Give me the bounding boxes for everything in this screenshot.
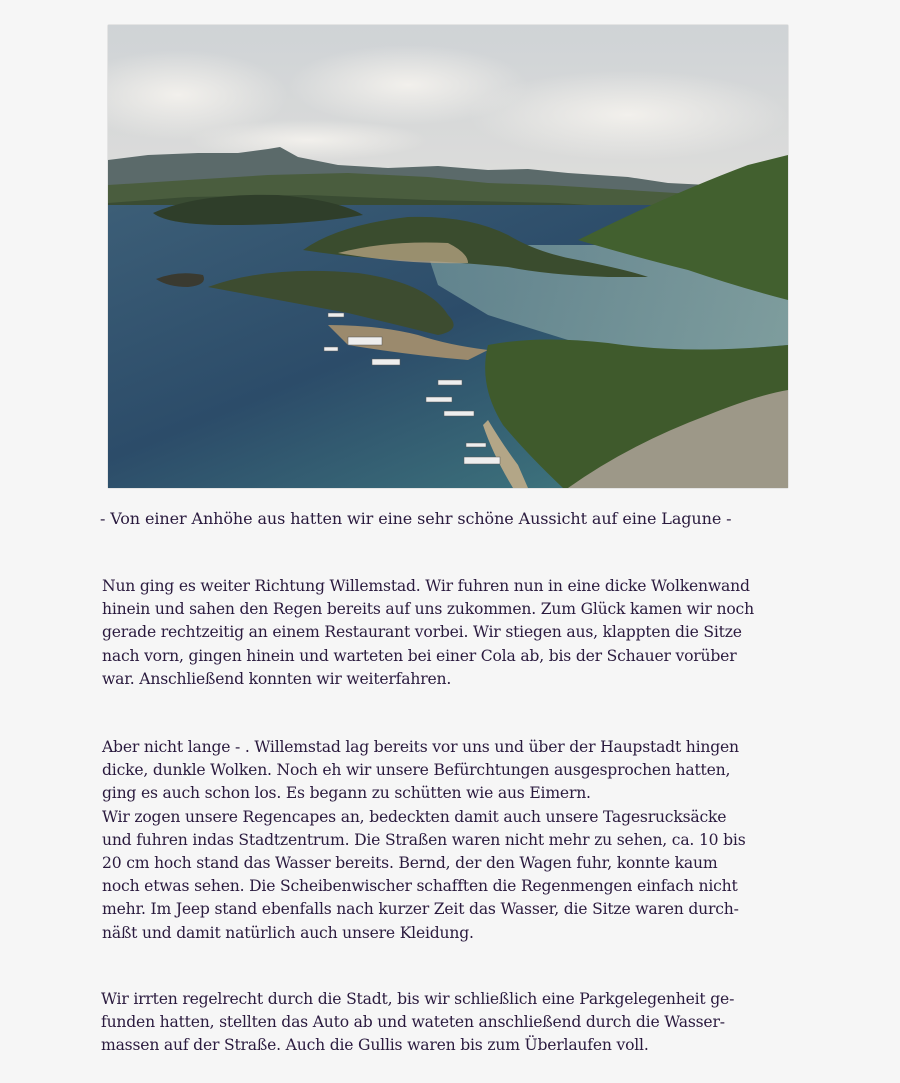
text-line: Wir irrten regelrecht durch die Stadt, bis wir schließlich eine Parkgelegenheit ge- <box>101 990 735 1008</box>
text-line: Wir zogen unsere Regencapes an, bedeckten damit auch unsere Tagesrucksäcke <box>102 807 727 826</box>
text-line: näßt und damit natürlich auch unsere Kleidung. <box>102 923 474 942</box>
paragraph-3 <box>101 988 787 1058</box>
paragraph-2 <box>102 736 788 945</box>
text-line: nach vorn, gingen hinein und warteten bei einer Cola ab, bis der Schauer vorüber <box>102 646 737 665</box>
text-line: war. Anschließend konnten wir weiterfahren. <box>102 669 452 688</box>
text-line: funden hatten, stellten das Auto ab und wateten anschließend durch die Wasser- <box>101 1013 725 1032</box>
lagoon-photo <box>108 25 788 488</box>
text-line: dicke, dunkle Wolken. Noch eh wir unsere Befürchtungen ausgesprochen hatten, <box>102 761 731 780</box>
text-line: Aber nicht lange - . Willemstad lag bereits vor uns und über der Haupstadt hingen <box>102 738 739 756</box>
text-line: hinein und sahen den Regen bereits auf uns zukommen. Zum Glück kamen wir noch <box>102 600 754 619</box>
paragraph-1 <box>102 575 788 691</box>
text-line: noch etwas sehen. Die Scheibenwischer schafften die Regenmengen einfach nicht <box>102 877 738 896</box>
photo-caption: - Von einer Anhöhe aus hatten wir eine sehr schöne Aussicht auf eine Lagune - <box>100 509 732 528</box>
text-line: Nun ging es weiter Richtung Willemstad. Wir fuhren nun in eine dicke Wolkenwand <box>102 577 750 595</box>
text-line: 20 cm hoch stand das Wasser bereits. Bernd, der den Wagen fuhr, konnte kaum <box>102 854 718 873</box>
text-line: ging es auch schon los. Es begann zu schütten wie aus Eimern. <box>102 784 591 803</box>
text-line: gerade rechtzeitig an einem Restaurant vorbei. Wir stiegen aus, klappten die Sitze <box>102 623 742 642</box>
text-line: und fuhren indas Stadtzentrum. Die Straßen waren nicht mehr zu sehen, ca. 10 bis <box>102 830 746 849</box>
text-line: massen auf der Straße. Auch die Gullis waren bis zum Überlaufen voll. <box>101 1036 649 1055</box>
text-line: mehr. Im Jeep stand ebenfalls nach kurzer Zeit das Wasser, die Sitze waren durch- <box>102 900 739 919</box>
